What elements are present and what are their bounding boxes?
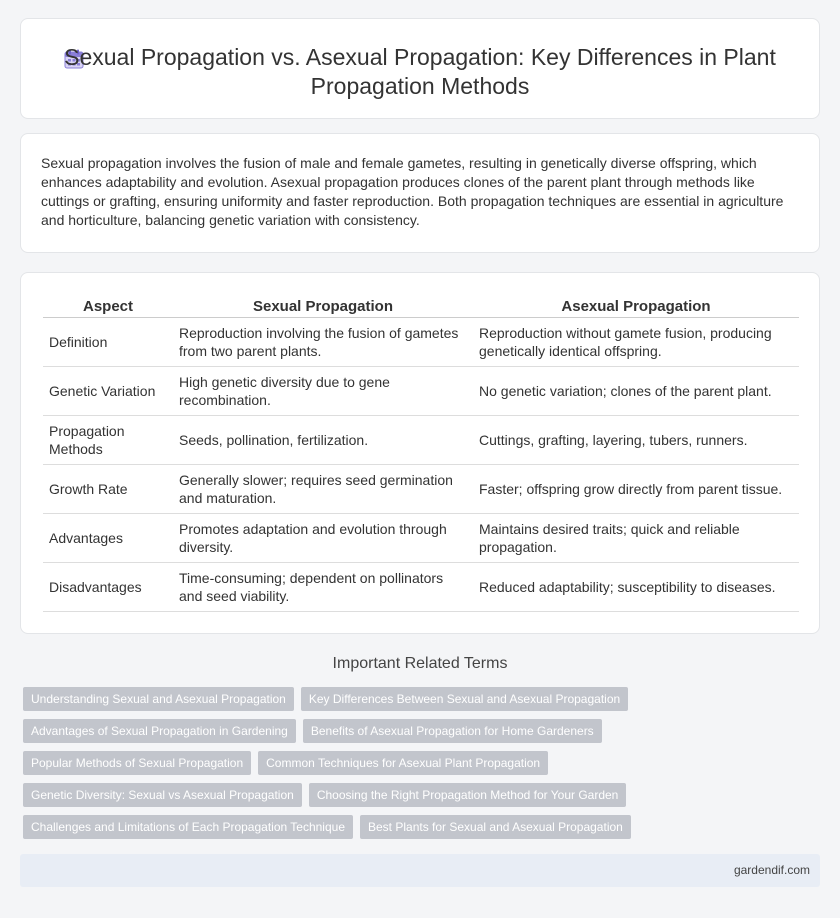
related-terms-list: [23, 687, 823, 847]
sexual-cell: Seeds, pollination, fertilization.: [173, 416, 473, 465]
intro-paragraph: Sexual propagation involves the fusion of male and female gametes, resulting in genetically diverse offspring, which enhances adaptability and evolution. Asexual propagation produces clones of the parent plant through methods like cuttings or grafting, ensuring uniformity and faster reproduction. Both propagation techniques are essential in agriculture and horticulture, balancing genetic variation with consistency.: [41, 155, 784, 228]
sexual-cell: Promotes adaptation and evolution through diversity.: [173, 514, 473, 563]
related-term-link[interactable]: Choosing the Right Propagation Method for Your Garden: [309, 783, 627, 807]
header-aspect: Aspect: [43, 295, 173, 318]
table-row: [43, 318, 799, 367]
related-term-link[interactable]: Advantages of Sexual Propagation in Gardening: [23, 719, 296, 743]
aspect-cell: Growth Rate: [43, 465, 173, 514]
asexual-cell: Reduced adaptability; susceptibility to diseases.: [473, 563, 799, 612]
comparison-table-card: [20, 272, 820, 634]
table-row: [43, 465, 799, 514]
related-term-link[interactable]: Benefits of Asexual Propagation for Home Gardeners: [303, 719, 602, 743]
sexual-cell: High genetic diversity due to gene recombination.: [173, 367, 473, 416]
sexual-cell: Time-consuming; dependent on pollinators and seed viability.: [173, 563, 473, 612]
table-row: [43, 563, 799, 612]
aspect-cell: Disadvantages: [43, 563, 173, 612]
sexual-cell: Generally slower; requires seed germination and maturation.: [173, 465, 473, 514]
table-row: [43, 514, 799, 563]
related-term-link[interactable]: Best Plants for Sexual and Asexual Propagation: [360, 815, 631, 839]
table-row: [43, 416, 799, 465]
related-term-link[interactable]: Key Differences Between Sexual and Asexual Propagation: [301, 687, 628, 711]
asexual-cell: Cuttings, grafting, layering, tubers, runners.: [473, 416, 799, 465]
intro-card: [20, 133, 820, 253]
sexual-cell: Reproduction involving the fusion of gametes from two parent plants.: [173, 318, 473, 367]
page-title: Sexual Propagation vs. Asexual Propagation: Key Differences in Plant Propagation Methods: [64, 44, 776, 99]
header-card: [20, 18, 820, 119]
related-term-link[interactable]: Common Techniques for Asexual Plant Propagation: [258, 751, 548, 775]
asexual-cell: Reproduction without gamete fusion, producing genetically identical offspring.: [473, 318, 799, 367]
asexual-cell: Faster; offspring grow directly from parent tissue.: [473, 465, 799, 514]
asexual-cell: Maintains desired traits; quick and reliable propagation.: [473, 514, 799, 563]
related-term-link[interactable]: Genetic Diversity: Sexual vs Asexual Propagation: [23, 783, 302, 807]
table-row: [43, 367, 799, 416]
related-term-link[interactable]: Challenges and Limitations of Each Propagation Technique: [23, 815, 353, 839]
table-header-row: [43, 295, 799, 318]
footer-site-link[interactable]: gardendif.com: [733, 863, 810, 877]
comparison-table: [43, 295, 799, 612]
related-term-link[interactable]: Popular Methods of Sexual Propagation: [23, 751, 251, 775]
related-term-link[interactable]: Understanding Sexual and Asexual Propagation: [23, 687, 294, 711]
footer: [20, 854, 820, 887]
aspect-cell: Genetic Variation: [43, 367, 173, 416]
related-terms-title: Important Related Terms: [332, 655, 508, 672]
aspect-cell: Advantages: [43, 514, 173, 563]
aspect-cell: Propagation Methods: [43, 416, 173, 465]
header-asexual: Asexual Propagation: [473, 295, 799, 318]
header-sexual: Sexual Propagation: [173, 295, 473, 318]
aspect-cell: Definition: [43, 318, 173, 367]
asexual-cell: No genetic variation; clones of the parent plant.: [473, 367, 799, 416]
